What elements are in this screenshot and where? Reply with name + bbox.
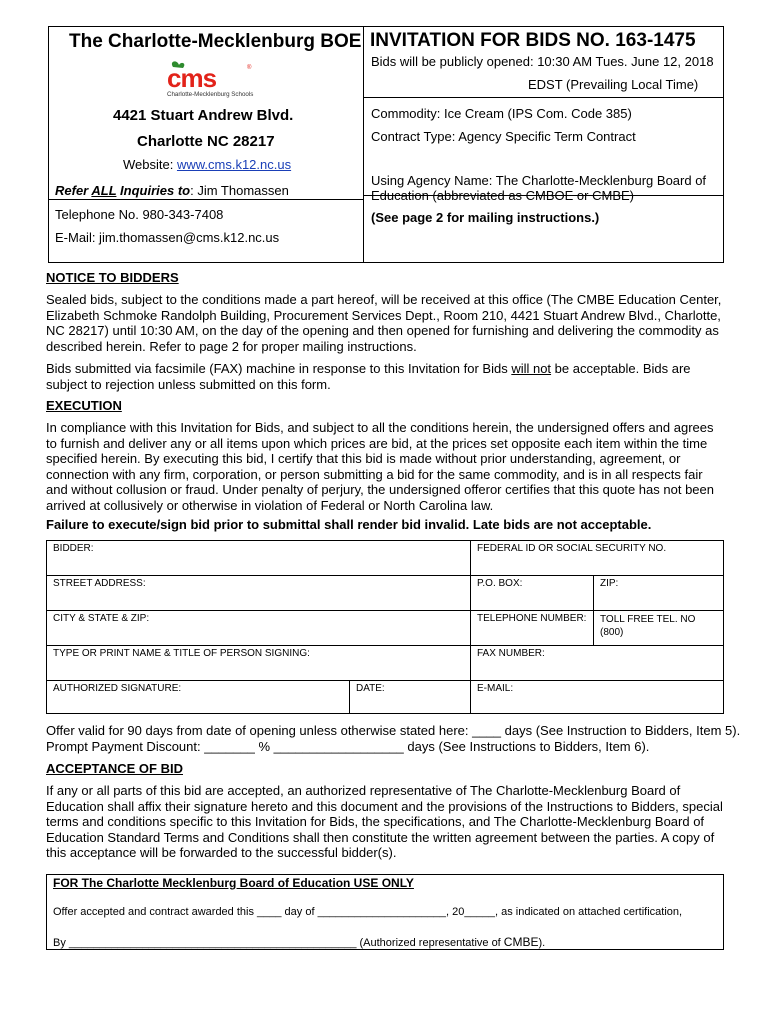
opening-line2: EDST (Prevailing Local Time) xyxy=(528,77,699,92)
prompt-payment: Prompt Payment Discount: _______ % __________________ days (See Instructions to Bidders, Item 6). xyxy=(46,739,650,754)
use-only-box xyxy=(46,874,724,950)
toll-free-field[interactable]: TOLL FREE TEL. NO (800) xyxy=(594,611,723,646)
po-box-field[interactable]: P.O. BOX: xyxy=(471,576,594,611)
date-field[interactable]: DATE: xyxy=(350,681,471,713)
notice-paragraph-1: Sealed bids, subject to the conditions made a part hereof, will be received at this office (The CMBE Education Center, Elizabeth Schmoke Randolph Building, Procurement Services Dept., Room 210, 4421 Stuart Andrew Blvd., Charlotte, NC 28217) until 10:30 AM, on the day of the opening and then opened for furnishing and delivering the commodity as described herein. Refer to page 2 for proper mailing instructions. xyxy=(46,292,722,354)
header-box xyxy=(48,26,724,263)
org-name: The Charlotte-Mecklenburg BOE xyxy=(69,31,362,52)
agency-line2: Education (abbreviated as CMBOE or CMBE) xyxy=(371,188,634,203)
opening-line1: Bids will be publicly opened: 10:30 AM Tues. June 12, 2018 xyxy=(371,54,714,69)
website-label: Website: xyxy=(123,157,177,172)
telephone: Telephone No. 980-343-7408 xyxy=(55,207,224,222)
svg-text:®: ® xyxy=(247,65,252,71)
fed-id-field[interactable]: FEDERAL ID OR SOCIAL SECURITY NO. xyxy=(471,541,723,576)
agency-line1: Using Agency Name: The Charlotte-Mecklenburg Board of xyxy=(371,173,707,188)
offer-valid: Offer valid for 90 days from date of opening unless otherwise stated here: ____ days (See Instruction to Bidders, Item 5). xyxy=(46,723,741,738)
see-page: (See page 2 for mailing instructions.) xyxy=(371,210,600,225)
fax-field[interactable]: FAX NUMBER: xyxy=(471,646,723,681)
notice-paragraph-2: Bids submitted via facsimile (FAX) machine in response to this Invitation for Bids will not be acceptable. Bids are subject to rejection unless submitted on this form. xyxy=(46,361,691,392)
signature-field[interactable]: AUTHORIZED SIGNATURE: xyxy=(47,681,350,713)
execution-heading: EXECUTION xyxy=(46,398,122,413)
cms-logo xyxy=(159,59,259,99)
commodity: Commodity: Ice Cream (IPS Com. Code 385) xyxy=(371,106,632,121)
email: E-Mail: jim.thomassen@cms.k12.nc.us xyxy=(55,230,280,245)
acceptance-heading: ACCEPTANCE OF BID xyxy=(46,761,183,776)
refer-line: Refer ALL Inquiries to: Jim Thomassen xyxy=(55,183,289,198)
logo-text: cms xyxy=(167,63,217,93)
address-line2: Charlotte NC 28217 xyxy=(137,133,275,150)
ifb-title: INVITATION FOR BIDS NO. 163-1475 xyxy=(370,30,696,51)
acceptance-paragraph: If any or all parts of this bid are accepted, an authorized representative of The Charlotte-Mecklenburg Board of Education shall affix their signature hereto and this document and the provisions of the Instructions to Bidders, special terms and conditions specific to this Invitation for Bids, the specifications, and The Charlotte-Mecklenburg Board of Education Standard Terms and Conditions shall then constitute the written agreement between the parties. A copy of this acceptance will be forwarded to the successful bidder(s). xyxy=(46,783,723,860)
email-field[interactable]: E-MAIL: xyxy=(477,683,514,694)
telephone-field[interactable]: TELEPHONE NUMBER: xyxy=(471,611,594,646)
execution-paragraph: In compliance with this Invitation for Bids, and subject to all the conditions herein, the undersigned offers and agrees to furnish and deliver any or all items upon which prices are bid, at the prices set opposite each item within the time specified herein. By executing this bid, I certify that this bid is made without prior understanding, agreement, or connection with any firm, corporation, or person submitting a bid for the same commodity, and is in all respects fair and without collusion or fraud. Under penalty of perjury, the undersigned offeror certifies that this quote has not been arrived at collusively or otherwise in violation of Federal or North Carolina law. xyxy=(46,420,714,513)
city-state-zip-field[interactable]: CITY & STATE & ZIP: xyxy=(47,611,471,646)
refer-name: : Jim Thomassen xyxy=(190,183,289,198)
bidder-field[interactable]: BIDDER: xyxy=(47,541,471,576)
name-title-field[interactable]: TYPE OR PRINT NAME & TITLE OF PERSON SIGNING: xyxy=(47,646,471,681)
address-line1: 4421 Stuart Andrew Blvd. xyxy=(113,107,294,124)
contract-type: Contract Type: Agency Specific Term Contract xyxy=(371,129,636,144)
bidder-form xyxy=(46,540,724,714)
logo-subtext: Charlotte-Mecklenburg Schools xyxy=(167,91,254,98)
execution-warning: Failure to execute/sign bid prior to submittal shall render bid invalid. Late bids are not acceptable. xyxy=(46,517,652,532)
street-address-field[interactable]: STREET ADDRESS: xyxy=(47,576,471,611)
authorized-line: By _______________________________________________ (Authorized representative of CMBE). xyxy=(53,935,546,949)
website-link[interactable]: www.cms.k12.nc.us xyxy=(176,157,292,172)
notice-heading: NOTICE TO BIDDERS xyxy=(46,270,179,285)
zip-field[interactable]: ZIP: xyxy=(594,576,723,611)
website xyxy=(123,157,291,172)
use-only-heading: FOR The Charlotte Mecklenburg Board of Education USE ONLY xyxy=(53,876,414,890)
award-line: Offer accepted and contract awarded this ____ day of _____________________, 20_____, as indicated on attached certification, xyxy=(53,906,683,918)
